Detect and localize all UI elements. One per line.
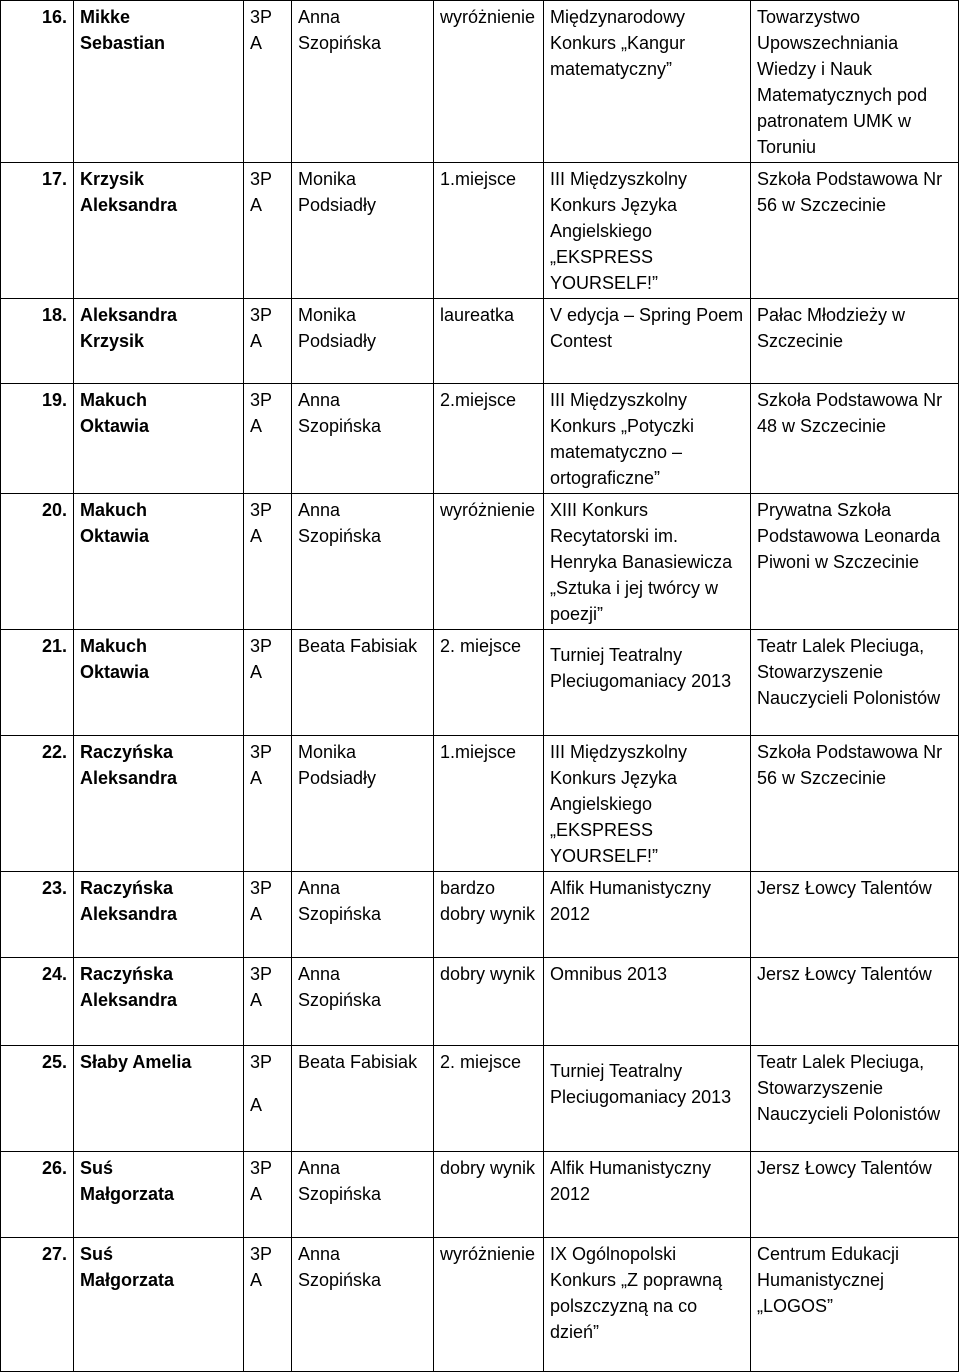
- student-name: Krzysik Aleksandra: [74, 163, 244, 299]
- organizer-cell: Towarzystwo Upowszechniania Wiedzy i Nauk Matematycznych pod patronatem UMK w Toruniu: [751, 1, 959, 163]
- teacher-cell: Anna Szopińska: [292, 494, 434, 630]
- result-cell: wyróżnienie: [434, 1238, 544, 1372]
- result-cell: 2. miejsce: [434, 1046, 544, 1152]
- result-cell: laureatka: [434, 299, 544, 384]
- contest-cell: Alfik Humanistyczny 2012: [544, 1152, 751, 1238]
- organizer-cell: Teatr Lalek Pleciuga, Stowarzyszenie Nauczycieli Polonistów: [751, 630, 959, 736]
- contest-cell: Międzynarodowy Konkurs „Kangur matematyczny”: [544, 1, 751, 163]
- result-cell: wyróżnienie: [434, 494, 544, 630]
- table-row: [1, 384, 959, 494]
- organizer-cell: Centrum Edukacji Humanistycznej „LOGOS”: [751, 1238, 959, 1372]
- organizer-cell: Szkoła Podstawowa Nr 56 w Szczecinie: [751, 736, 959, 872]
- student-name: Makuch Oktawia: [74, 494, 244, 630]
- row-number: 16.: [1, 1, 74, 163]
- contest-cell: III Międzyszkolny Konkurs Języka Angielskiego „EKSPRESS YOURSELF!”: [544, 163, 751, 299]
- result-cell: dobry wynik: [434, 958, 544, 1046]
- row-number: 17.: [1, 163, 74, 299]
- contest-cell: XIII Konkurs Recytatorski im. Henryka Banasiewicza „Sztuka i jej twórcy w poezji”: [544, 494, 751, 630]
- organizer-cell: Jersz Łowcy Talentów: [751, 958, 959, 1046]
- class-cell: 3P A: [244, 1046, 292, 1152]
- teacher-cell: Anna Szopińska: [292, 384, 434, 494]
- student-name: Mikke Sebastian: [74, 1, 244, 163]
- organizer-cell: Prywatna Szkoła Podstawowa Leonarda Piwoni w Szczecinie: [751, 494, 959, 630]
- row-number: 24.: [1, 958, 74, 1046]
- result-cell: 2. miejsce: [434, 630, 544, 736]
- student-name: Słaby Amelia: [74, 1046, 244, 1152]
- student-name: Raczyńska Aleksandra: [74, 736, 244, 872]
- organizer-cell: Jersz Łowcy Talentów: [751, 872, 959, 958]
- table-row: [1, 872, 959, 958]
- teacher-cell: Anna Szopińska: [292, 958, 434, 1046]
- table-row: [1, 163, 959, 299]
- student-name: Suś Małgorzata: [74, 1152, 244, 1238]
- contest-cell: Turniej Teatralny Pleciugomaniacy 2013: [544, 1046, 751, 1152]
- class-cell: 3P A: [244, 1238, 292, 1372]
- student-name: Aleksandra Krzysik: [74, 299, 244, 384]
- organizer-cell: Pałac Młodzieży w Szczecinie: [751, 299, 959, 384]
- table-row: [1, 1152, 959, 1238]
- organizer-cell: Teatr Lalek Pleciuga, Stowarzyszenie Nauczycieli Polonistów: [751, 1046, 959, 1152]
- student-name: Makuch Oktawia: [74, 384, 244, 494]
- organizer-cell: Jersz Łowcy Talentów: [751, 1152, 959, 1238]
- row-number: 23.: [1, 872, 74, 958]
- table-row: [1, 299, 959, 384]
- contest-cell: III Międzyszkolny Konkurs Języka Angielskiego „EKSPRESS YOURSELF!”: [544, 736, 751, 872]
- class-cell: 3P A: [244, 1, 292, 163]
- row-number: 27.: [1, 1238, 74, 1372]
- class-cell: 3P A: [244, 494, 292, 630]
- class-cell: 3P A: [244, 872, 292, 958]
- teacher-cell: Anna Szopińska: [292, 872, 434, 958]
- class-cell: 3P A: [244, 163, 292, 299]
- teacher-cell: Anna Szopińska: [292, 1152, 434, 1238]
- contest-cell: Turniej Teatralny Pleciugomaniacy 2013: [544, 630, 751, 736]
- table-row: [1, 1046, 959, 1152]
- contest-cell: III Międzyszkolny Konkurs „Potyczki matematyczno – ortograficzne”: [544, 384, 751, 494]
- table-row: [1, 630, 959, 736]
- organizer-cell: Szkoła Podstawowa Nr 56 w Szczecinie: [751, 163, 959, 299]
- class-cell: 3P A: [244, 736, 292, 872]
- row-number: 18.: [1, 299, 74, 384]
- table-row: [1, 958, 959, 1046]
- student-name: Suś Małgorzata: [74, 1238, 244, 1372]
- class-cell: 3P A: [244, 958, 292, 1046]
- contest-cell: Alfik Humanistyczny 2012: [544, 872, 751, 958]
- row-number: 26.: [1, 1152, 74, 1238]
- result-cell: 1.miejsce: [434, 736, 544, 872]
- result-cell: 1.miejsce: [434, 163, 544, 299]
- teacher-cell: Monika Podsiadły: [292, 736, 434, 872]
- row-number: 21.: [1, 630, 74, 736]
- row-number: 20.: [1, 494, 74, 630]
- teacher-cell: Beata Fabisiak: [292, 630, 434, 736]
- teacher-cell: Anna Szopińska: [292, 1238, 434, 1372]
- table-row: [1, 494, 959, 630]
- student-name: Raczyńska Aleksandra: [74, 872, 244, 958]
- table-row: [1, 736, 959, 872]
- student-name: Raczyńska Aleksandra: [74, 958, 244, 1046]
- class-cell: 3P A: [244, 299, 292, 384]
- row-number: 22.: [1, 736, 74, 872]
- organizer-cell: Szkoła Podstawowa Nr 48 w Szczecinie: [751, 384, 959, 494]
- contest-cell: V edycja – Spring Poem Contest: [544, 299, 751, 384]
- teacher-cell: Anna Szopińska: [292, 1, 434, 163]
- table-row: [1, 1, 959, 163]
- result-cell: bardzo dobry wynik: [434, 872, 544, 958]
- teacher-cell: Beata Fabisiak: [292, 1046, 434, 1152]
- row-number: 19.: [1, 384, 74, 494]
- result-cell: 2.miejsce: [434, 384, 544, 494]
- contest-cell: Omnibus 2013: [544, 958, 751, 1046]
- student-name: Makuch Oktawia: [74, 630, 244, 736]
- class-cell: 3P A: [244, 384, 292, 494]
- contest-cell: IX Ogólnopolski Konkurs „Z poprawną polszczyzną na co dzień”: [544, 1238, 751, 1372]
- class-cell: 3P A: [244, 1152, 292, 1238]
- teacher-cell: Monika Podsiadły: [292, 163, 434, 299]
- teacher-cell: Monika Podsiadły: [292, 299, 434, 384]
- result-cell: wyróżnienie: [434, 1, 544, 163]
- row-number: 25.: [1, 1046, 74, 1152]
- class-cell: 3P A: [244, 630, 292, 736]
- table-row: [1, 1238, 959, 1372]
- result-cell: dobry wynik: [434, 1152, 544, 1238]
